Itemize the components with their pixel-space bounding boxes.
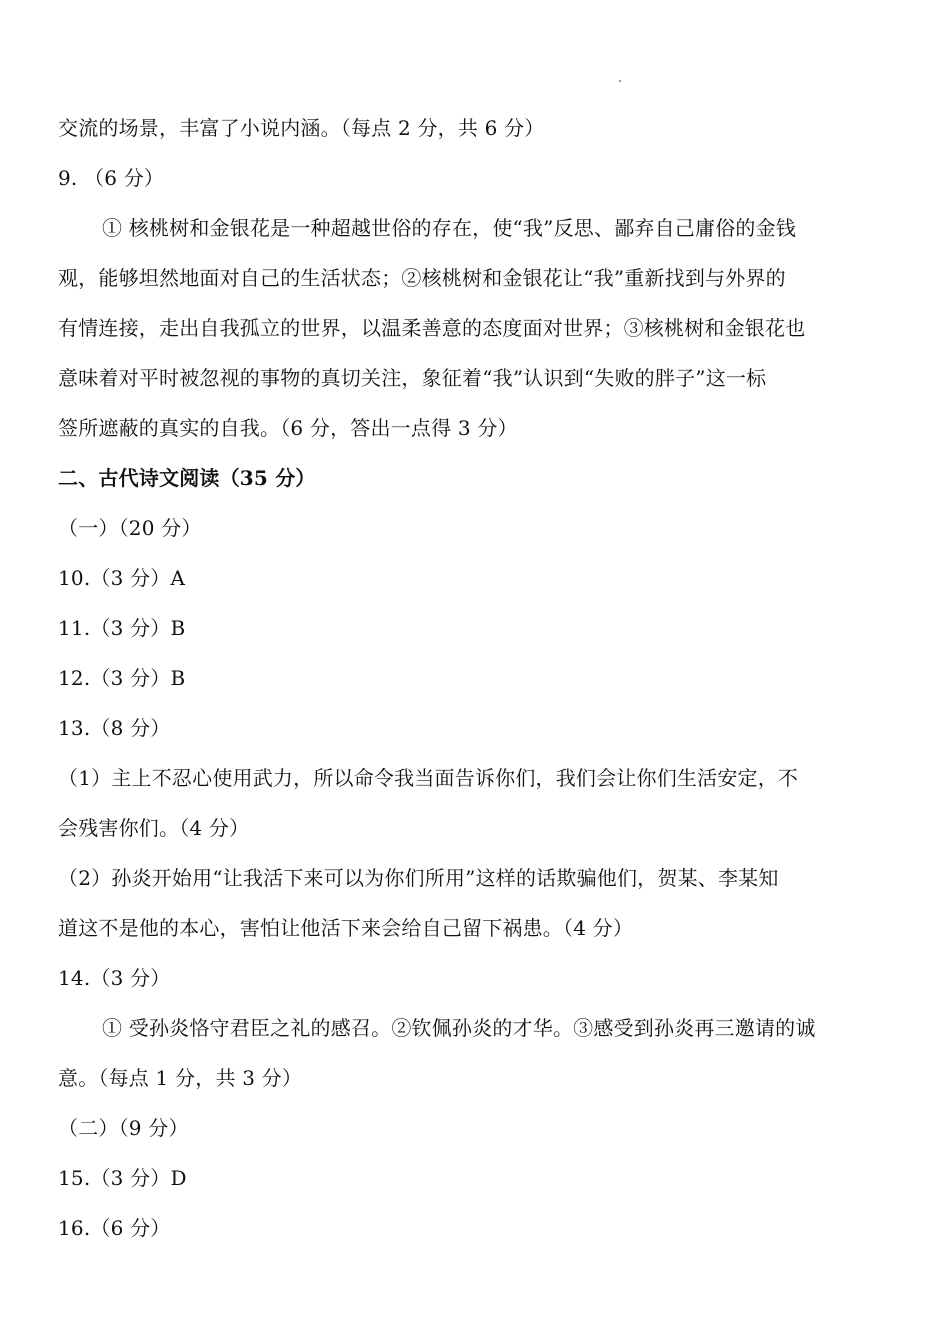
answer-13-2-line-2: 道这不是他的本心，害怕让他活下来会给自己留下祸患。（4 分） [58, 916, 634, 940]
answer-12: 12.（3 分）B [58, 666, 186, 690]
subsection-2-heading: （二）（9 分） [58, 1116, 189, 1140]
question-13-header: 13.（8 分） [58, 716, 171, 740]
question-16-header: 16.（6 分） [58, 1216, 171, 1240]
section-2-heading: 二、古代诗文阅读（35 分） [58, 466, 316, 490]
answer-13-1-line-1: （1）主上不忍心使用武力，所以命令我当面告诉你们，我们会让你们生活安定，不 [58, 766, 799, 790]
answer-11: 11.（3 分）B [58, 616, 186, 640]
answer-9-line-5: 签所遮蔽的真实的自我。（6 分，答出一点得 3 分） [58, 416, 518, 440]
answer-15: 15.（3 分）D [58, 1166, 187, 1190]
stray-mark [619, 80, 621, 82]
answer-9-line-1: ① 核桃树和金银花是一种超越世俗的存在，使“我”反思、鄙弃自己庸俗的金钱 [102, 216, 797, 240]
answer-14-line-2: 意。（每点 1 分，共 3 分） [58, 1066, 303, 1090]
answer-document [58, 103, 892, 1253]
answer-9-line-2: 观，能够坦然地面对自己的生活状态；②核桃树和金银花让“我”重新找到与外界的 [58, 266, 786, 290]
answer-10: 10.（3 分）A [58, 566, 186, 590]
answer-9-line-4: 意味着对平时被忽视的事物的真切关注，象征着“我”认识到“失败的胖子”这一标 [58, 366, 767, 390]
question-9-header: 9. （6 分） [58, 166, 165, 190]
answer-13-2-line-1: （2）孙炎开始用“让我活下来可以为你们所用”这样的话欺骗他们，贺某、李某知 [58, 866, 779, 890]
answer-14-line-1: ① 受孙炎恪守君臣之礼的感召。②钦佩孙炎的才华。③感受到孙炎再三邀请的诚 [102, 1016, 816, 1040]
text-line-q8-end: 交流的场景，丰富了小说内涵。（每点 2 分，共 6 分） [58, 116, 545, 140]
subsection-1-heading: （一）（20 分） [58, 516, 202, 540]
answer-9-line-3: 有情连接，走出自我孤立的世界，以温柔善意的态度面对世界；③核桃树和金银花也 [58, 316, 806, 340]
answer-13-1-line-2: 会残害你们。（4 分） [58, 816, 250, 840]
question-14-header: 14.（3 分） [58, 966, 171, 990]
